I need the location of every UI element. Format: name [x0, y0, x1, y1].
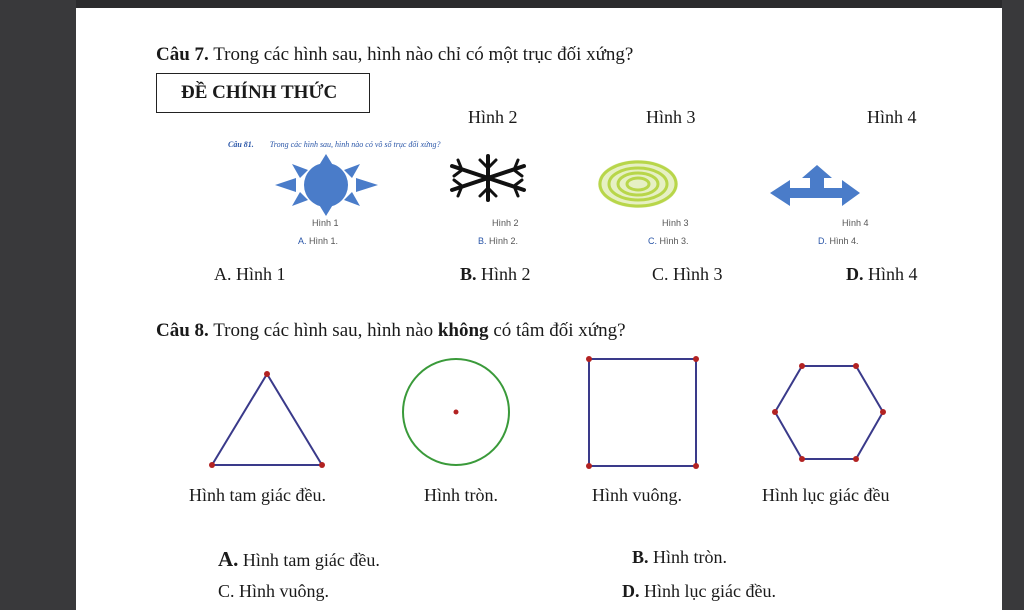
- q7-figure-label-2: Hình 2: [468, 107, 518, 127]
- inner-option-b: B. Hình 2.: [478, 236, 519, 246]
- q7-figure-label-3: Hình 3: [646, 107, 696, 127]
- inner-question-text: Trong các hình sau, hình nào có vô số trục đối xứng?: [269, 140, 441, 149]
- inner-figure-label-2: Hình 2: [492, 218, 519, 228]
- q8-option-b: B. Hình tròn.: [632, 547, 728, 567]
- square-figure: [586, 356, 699, 469]
- q7-figure-label-4: Hình 4: [867, 107, 917, 127]
- q8-text-after: có tâm đối xứng?: [493, 320, 626, 341]
- q8-figure-label-3: Hình vuông.: [592, 485, 682, 505]
- q8-figure-label-2: Hình tròn.: [424, 485, 498, 505]
- inner-option-c: C. Hình 3.: [648, 236, 689, 246]
- q8-option-a: A. Hình tam giác đều.: [218, 547, 380, 571]
- inner-option-a: A. Hình 1.: [298, 236, 339, 246]
- q8-number: Câu 8.: [156, 320, 209, 341]
- q8-option-c: C. Hình vuông.: [218, 581, 330, 601]
- q8-figure-label-4: Hình lục giác đều: [762, 485, 890, 505]
- q8-text-before: Trong các hình sau, hình nào: [213, 320, 434, 341]
- q7-option-d: D. Hình 4: [846, 264, 918, 284]
- q8-figure-label-1: Hình tam giác đều.: [189, 485, 326, 505]
- q8-text-bold: không: [437, 320, 489, 341]
- q7-option-c: C. Hình 3: [652, 264, 723, 284]
- inner-question-number: Câu 81.: [228, 140, 254, 149]
- triangle-figure: [209, 371, 325, 468]
- inner-figure-label-1: Hình 1: [312, 218, 339, 228]
- official-stamp-text: ĐỀ CHÍNH THỨC: [181, 82, 338, 103]
- inner-figure-label-4: Hình 4: [842, 218, 869, 228]
- q7-option-b: B. Hình 2: [460, 264, 531, 284]
- q7-text: Trong các hình sau, hình nào chỉ có một trục đối xứng?: [213, 44, 634, 65]
- hexagon-figure: [772, 363, 886, 462]
- inner-option-d: D. Hình 4.: [818, 236, 859, 246]
- inner-figure-label-3: Hình 3: [662, 218, 689, 228]
- circle-figure: [403, 359, 509, 465]
- q7-option-a: A. Hình 1: [214, 264, 286, 284]
- q7-number: Câu 7.: [156, 44, 209, 65]
- q8-option-d: D. Hình lục giác đều.: [622, 581, 776, 601]
